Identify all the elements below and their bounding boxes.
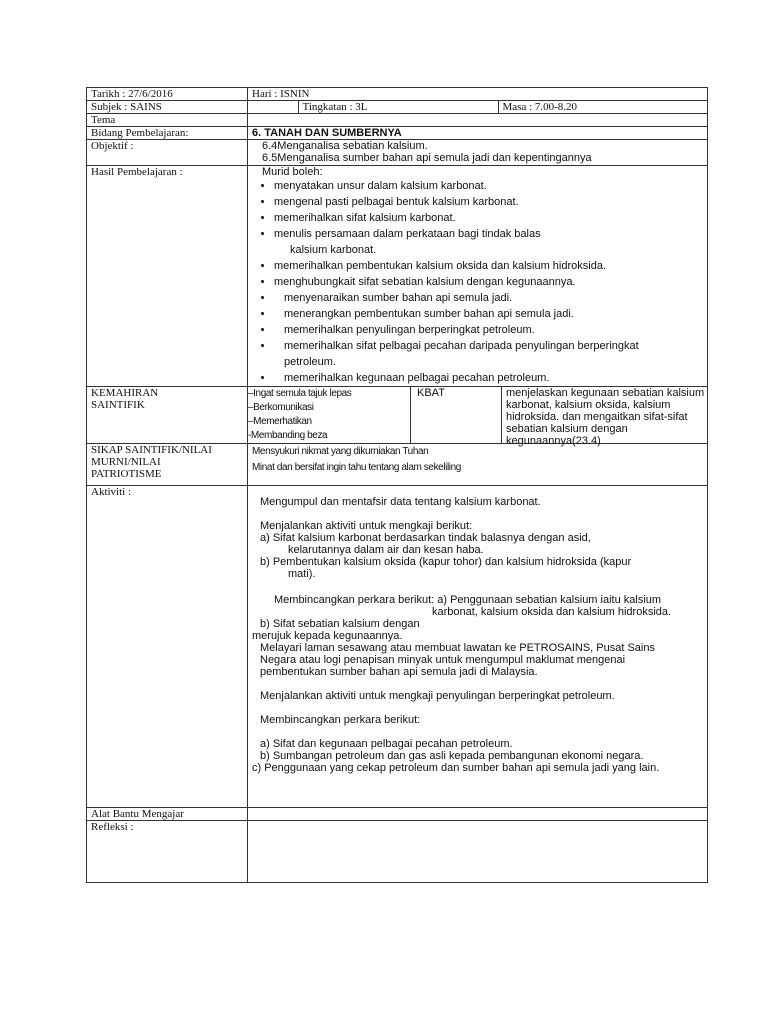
aktiviti-line: Mengumpul dan mentafsir data tentang kalsium karbonat. <box>260 496 541 508</box>
refleksi-label: Refleksi : <box>87 821 248 883</box>
aktiviti-line: b) Sumbangan petroleum dan gas asli kepada pembangunan ekonomi negara. <box>260 750 644 762</box>
tarikh-cell: Tarikh : 27/6/2016 <box>87 88 248 101</box>
aktiviti-label: Aktiviti : <box>87 486 248 808</box>
kemahiran-label-line: KEMAHIRAN <box>91 387 159 399</box>
hasil-intro: Murid boleh: <box>262 166 323 178</box>
hasil-item <box>274 338 703 370</box>
aktiviti-line: pembentukan sumber bahan api semula jadi di Malaysia. <box>260 666 538 678</box>
sikap-label-line: PATRIOTISME <box>91 468 162 480</box>
aktiviti-line: Membincangkan perkara berikut: <box>260 714 421 726</box>
aktiviti-line: Menjalankan aktiviti untuk mengkaji penyulingan berperingkat petroleum. <box>260 690 615 702</box>
aktiviti-line: kelarutannya dalam air dan kesan haba. <box>288 544 484 556</box>
kbat-text: menjelaskan kegunaan sebatian kalsium karbonat, kalsium oksida, kalsium hidroksida. dan mengaitkan sifat-sifat sebatian kalsium dengan kegunaannya(23.4) <box>506 387 705 447</box>
aktiviti-line: mati). <box>288 568 316 580</box>
sikap-item: Minat dan bersifat ingin tahu tentang alam sekeliling <box>252 462 461 473</box>
aktiviti-line: Negara atau logi penapisan minyak untuk mengumpul maklumat mengenai <box>260 654 626 666</box>
objektif-item: 6.5Menganalisa sumber bahan api semula jadi dan kepentingannya <box>262 152 592 164</box>
hasil-item: • memerihalkan pembentukan kalsium oksida dan kalsium hidroksida. <box>274 258 703 274</box>
aktiviti-line: b) Sifat sebatian kalsium dengan <box>260 618 420 630</box>
sikap-label <box>87 444 248 486</box>
hasil-item: • menghubungkait sifat sebatian kalsium dengan kegunaannya. <box>274 274 703 290</box>
aktiviti-line: c) Penggunaan yang cekap petroleum dan sumber bahan api semula jadi yang lain. <box>252 762 660 774</box>
hasil-item: • menyenaraikan sumber bahan api semula jadi. <box>274 290 703 306</box>
aktiviti-line: Membincangkan perkara berikut: a) Penggunaan sebatian kalsium iaitu kalsium <box>274 594 662 606</box>
alat-label: Alat Bantu Mengajar <box>87 808 248 821</box>
kemahiran-label-line: SAINTIFIK <box>91 399 145 411</box>
bidang-label: Bidang Pembelajaran: <box>87 127 248 140</box>
hasil-item: • mengenal pasti pelbagai bentuk kalsium karbonat. <box>274 194 703 210</box>
tema-label: Tema <box>87 114 248 127</box>
kemahiran-list <box>248 387 411 443</box>
hasil-item-continuation: petroleum. <box>284 356 336 368</box>
kbat-label: KBAT <box>411 387 502 443</box>
kemahiran-item: –Memerhatikan <box>248 416 312 427</box>
hasil-item: • memerihalkan sifat kalsium karbonat. <box>274 210 703 226</box>
kemahiran-item: –Ingat semula tajuk lepas <box>248 388 352 399</box>
hasil-label: Hasil Pembelajaran : <box>87 166 248 387</box>
sikap-label-line: MURNI/NILAI <box>91 456 161 468</box>
aktiviti-content <box>248 486 708 808</box>
aktiviti-line: Menjalankan aktiviti untuk mengkaji berikut: <box>260 520 473 532</box>
aktiviti-line: a) Sifat kalsium karbonat berdasarkan tindak balasnya dengan asid, <box>260 532 591 544</box>
tema-value <box>248 114 708 127</box>
aktiviti-line: karbonat, kalsium oksida dan kalsium hidroksida. <box>432 606 672 618</box>
hasil-item-text: menulis persamaan dalam perkataan bagi tindak balas <box>274 228 541 240</box>
hasil-item <box>274 226 703 258</box>
kemahiran-item: -Membanding beza <box>248 430 328 441</box>
hasil-item: • menerangkan pembentukan sumber bahan api semula jadi. <box>274 306 703 322</box>
objektif-label: Objektif : <box>87 140 248 166</box>
tingkatan-cell: Tingkatan : 3L <box>298 101 498 113</box>
masa-cell: Masa : 7.00-8.20 <box>498 101 708 113</box>
hasil-item: • memerihalkan kegunaan pelbagai pecahan petroleum. <box>274 370 703 386</box>
hasil-item: • memerihalkan penyulingan berperingkat petroleum. <box>274 322 703 338</box>
sikap-label-line: SIKAP SAINTIFIK/NILAI <box>91 444 212 456</box>
bidang-value: 6. TANAH DAN SUMBERNYA <box>248 127 708 140</box>
alat-value <box>248 808 708 821</box>
hasil-item-continuation: kalsium karbonat. <box>290 244 377 256</box>
subjek-cell: Subjek : SAINS <box>87 101 248 114</box>
objektif-item: 6.4Menganalisa sebatian kalsium. <box>262 140 428 152</box>
hari-cell: Hari : ISNIN <box>248 88 708 101</box>
hasil-item: • menyatakan unsur dalam kalsium karbonat. <box>274 178 703 194</box>
aktiviti-line: Melayari laman sesawang atau membuat lawatan ke PETROSAINS, Pusat Sains <box>260 642 655 654</box>
kemahiran-item: –Berkomunikasi <box>248 402 314 413</box>
aktiviti-line: a) Sifat dan kegunaan pelbagai pecahan petroleum. <box>260 738 513 750</box>
hasil-list <box>248 166 708 387</box>
objektif-list <box>248 140 708 166</box>
kemahiran-label <box>87 387 248 444</box>
hasil-item-text: memerihalkan sifat pelbagai pecahan daripada penyulingan berperingkat <box>284 340 639 352</box>
sikap-item: Mensyukuri nikmat yang dikurniakan Tuhan <box>252 446 429 457</box>
lesson-plan-table <box>86 87 708 883</box>
aktiviti-line: b) Pembentukan kalsium oksida (kapur tohor) dan kalsium hidroksida (kapur <box>260 556 632 568</box>
aktiviti-line: merujuk kepada kegunaannya. <box>252 630 403 642</box>
refleksi-value <box>248 821 708 883</box>
sikap-list <box>248 444 708 486</box>
